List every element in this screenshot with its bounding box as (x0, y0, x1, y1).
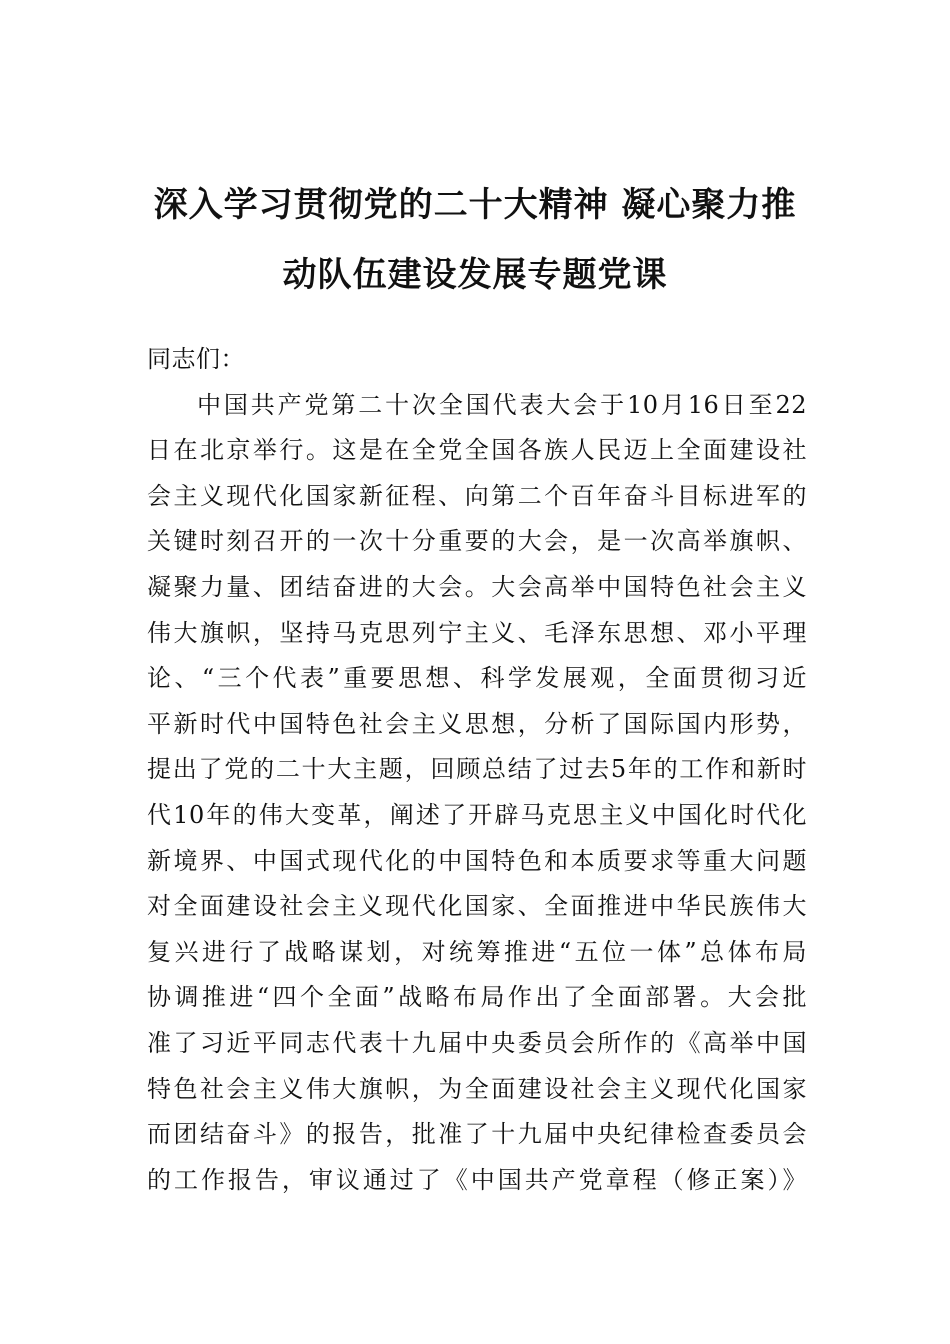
body-line-18: 的工作报告，审议通过了《中国共产党章程（修正案）》 (147, 1165, 807, 1194)
body-line-12: 对全面建设社会主义现代化国家、全面推进中华民族伟大 (147, 892, 807, 921)
body-line-10: 代10年的伟大变革，阐述了开辟马克思主义中国化时代化 (147, 800, 807, 829)
salutation: 同志们： (147, 345, 245, 373)
document-title (140, 170, 810, 310)
body-line-8: 平新时代中国特色社会主义思想，分析了国际国内形势， (147, 709, 807, 738)
body-line-6: 伟大旗帜，坚持马克思列宁主义、毛泽东思想、邓小平理 (147, 618, 807, 647)
body-line-5: 凝聚力量、团结奋进的大会。大会高举中国特色社会主义 (147, 572, 807, 601)
title-line-1: 深入学习贯彻党的二十大精神 凝心聚力推 (153, 185, 797, 225)
body-line-1: 中国共产党第二十次全国代表大会于10月16日至22 (197, 390, 807, 419)
document-body (147, 337, 807, 1203)
body-line-7: 论、“三个代表”重要思想、科学发展观，全面贯彻习近 (147, 664, 807, 693)
body-line-2: 日在北京举行。这是在全党全国各族人民迈上全面建设社 (147, 436, 807, 465)
body-line-15: 准了习近平同志代表十九届中央委员会所作的《高举中国 (147, 1028, 807, 1057)
body-line-4: 关键时刻召开的一次十分重要的大会，是一次高举旗帜、 (147, 527, 807, 556)
body-line-17: 而团结奋斗》的报告，批准了十九届中央纪律检查委员会 (147, 1120, 807, 1149)
body-line-16: 特色社会主义伟大旗帜，为全面建设社会主义现代化国家 (147, 1074, 807, 1103)
body-line-13: 复兴进行了战略谋划，对统筹推进“五位一体”总体布局 (147, 937, 807, 966)
body-line-9: 提出了党的二十大主题，回顾总结了过去5年的工作和新时 (147, 755, 807, 784)
body-line-3: 会主义现代化国家新征程、向第二个百年奋斗目标进军的 (147, 481, 807, 510)
body-line-14: 协调推进“四个全面”战略布局作出了全面部署。大会批 (147, 983, 807, 1012)
title-line-2: 动队伍建设发展专题党课 (282, 255, 668, 295)
body-line-11: 新境界、中国式现代化的中国特色和本质要求等重大问题 (147, 846, 807, 875)
